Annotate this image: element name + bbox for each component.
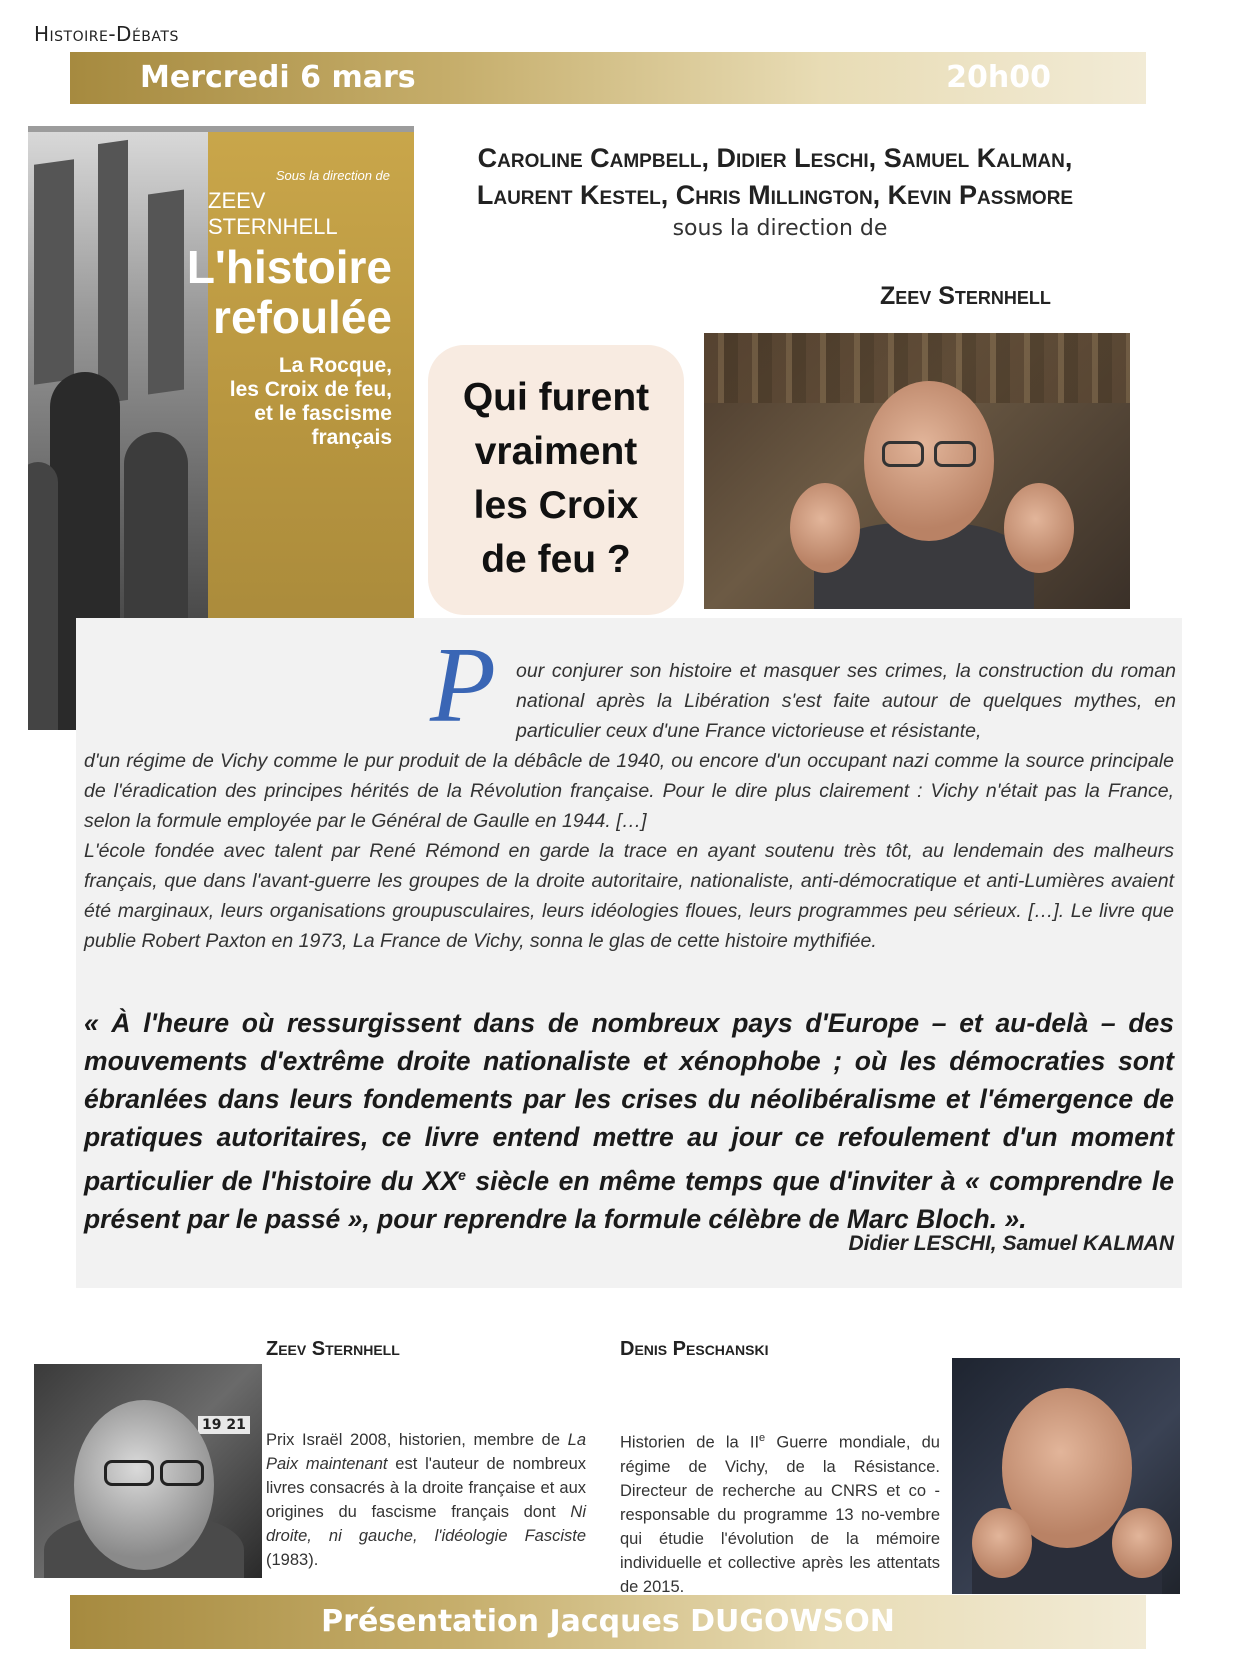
director-portrait (704, 333, 1130, 609)
bio-sternhell-italic-2: Ni droite, ni gauche, l'idéologie Fasciste (266, 1503, 586, 1545)
bio-peschanski-part-1: Historien de la II (620, 1433, 760, 1452)
book-editor: ZEEV STERNHELL (208, 188, 338, 239)
bio-peschanski-superscript: e (759, 1432, 766, 1444)
presentation-label: Présentation Jacques DUGOWSON (321, 1604, 895, 1639)
bio-sternhell-part-3: (1983). (266, 1551, 319, 1569)
presentation-banner (70, 1595, 1146, 1649)
quote-attribution: Didier LESCHI, Samuel KALMAN (848, 1232, 1174, 1255)
bio-portrait-peschanski (952, 1358, 1180, 1594)
quote-superscript: e (458, 1167, 466, 1183)
question-line4: de feu ? (481, 538, 631, 581)
article-quote (84, 1004, 1174, 1238)
book-subtitle-line4: français (311, 426, 392, 449)
quote-part-1: « À l'heure où ressurgissent dans de nombreux pays d'Europe – et au-delà – des mouvements d'extrême droite nationaliste et xénophobe ; où les démocraties sont ébranlées dans leurs fondements par les crises du néolibéralisme et l'émergence de pratiques autoritaires, ce livre entend mettre au jour ce refoulement d'un moment particulier de l'histoire du XX (84, 1008, 1174, 1196)
event-date: Mercredi 6 mars (140, 60, 416, 95)
photo-sign: 19 21 (198, 1416, 250, 1434)
article-paragraph-1: d'un régime de Vichy comme le pur produit de la débâcle de 1940, ou encore d'un occupant nazi comme la source principale de l'éradication des principes hérités de la Révolution française. Pour le dire plus clairement : Vichy n'était pas la France, selon la formule employée par le Général de Gaulle en 1944. […] (84, 750, 1174, 832)
question-box (428, 345, 684, 615)
article-dropcap: P (430, 626, 496, 745)
authors-list (420, 140, 1130, 214)
book-title (187, 242, 392, 342)
bio-portrait-sternhell (34, 1364, 262, 1578)
book-title-line1: L'histoire (186, 241, 392, 293)
event-time: 20h00 (946, 60, 1051, 95)
bio-text-peschanski (620, 1426, 940, 1599)
book-title-line2: refoulée (213, 291, 392, 343)
bio-sternhell-part-2: est l'auteur de nombreux livres consacrés à la droite française et aux origines du fascisme français dont (266, 1455, 586, 1521)
quote-part-2: siècle en même temps que d'inviter à « comprendre le présent par le passé », pour reprendre la formule célèbre de Marc Bloch. ». (84, 1165, 1174, 1234)
book-subtitle-line3: et le fascisme (254, 402, 392, 425)
bio-name-sternhell: Zeev Sternhell (266, 1338, 400, 1360)
bio-sternhell-part-1: Prix Israël 2008, historien, membre de (266, 1431, 568, 1449)
bio-sternhell-italic-1: La Paix maintenant (266, 1431, 586, 1473)
direction-label: sous la direction de (672, 216, 888, 241)
question-line3: les Croix (473, 484, 639, 527)
question-line1: Qui furent (462, 376, 650, 419)
bio-name-peschanski: Denis Peschanski (620, 1338, 769, 1360)
bio-text-sternhell (266, 1428, 586, 1572)
article-paragraph-2: L'école fondée avec talent par René Rémond en garde la trace en ayant soutenu très tôt, au lendemain des malheurs français, que dans l'avant-guerre les groupes de la droite autoritaire, nationaliste, anti-démocratique et anti-Lumières avaient été marginaux, leurs organisations groupusculaires, leurs idéologies floues, leurs programmes peu sérieux. […]. Le livre que publie Robert Paxton en 1973, La France de Vichy, sonna le glas de cette histoire mythifiée. (84, 840, 1174, 952)
date-banner (70, 52, 1146, 104)
book-subtitle (230, 354, 392, 450)
book-direction-prefix: Sous la direction de (275, 168, 390, 183)
authors-line2: Laurent Kestel, Chris Millington, Kevin Passmore (476, 180, 1074, 210)
bio-peschanski-part-2: Guerre mondiale, du régime de Vichy, de la Résistance. Directeur de recherche au CNRS et co -responsable du programme 13 no-vembre qui étudie l'évolution de la mémoire individuelle et collective après les attentats de 2015. (620, 1433, 940, 1596)
director-name: Zeev Sternhell (880, 282, 1051, 310)
question-line2: vraiment (474, 430, 638, 473)
series-label: Histoire-Débats (34, 22, 179, 46)
article-intro: our conjurer son histoire et masquer ses crimes, la construction du roman national après la Libération s'est faite autour de quelques mythes, en particulier ceux d'une France victorieuse et résistante, (516, 660, 1176, 742)
authors-line1: Caroline Campbell, Didier Leschi, Samuel Kalman, (477, 143, 1073, 173)
book-subtitle-line1: La Rocque, (278, 354, 392, 377)
book-subtitle-line2: les Croix de feu, (229, 378, 392, 401)
article-body (84, 746, 1174, 956)
